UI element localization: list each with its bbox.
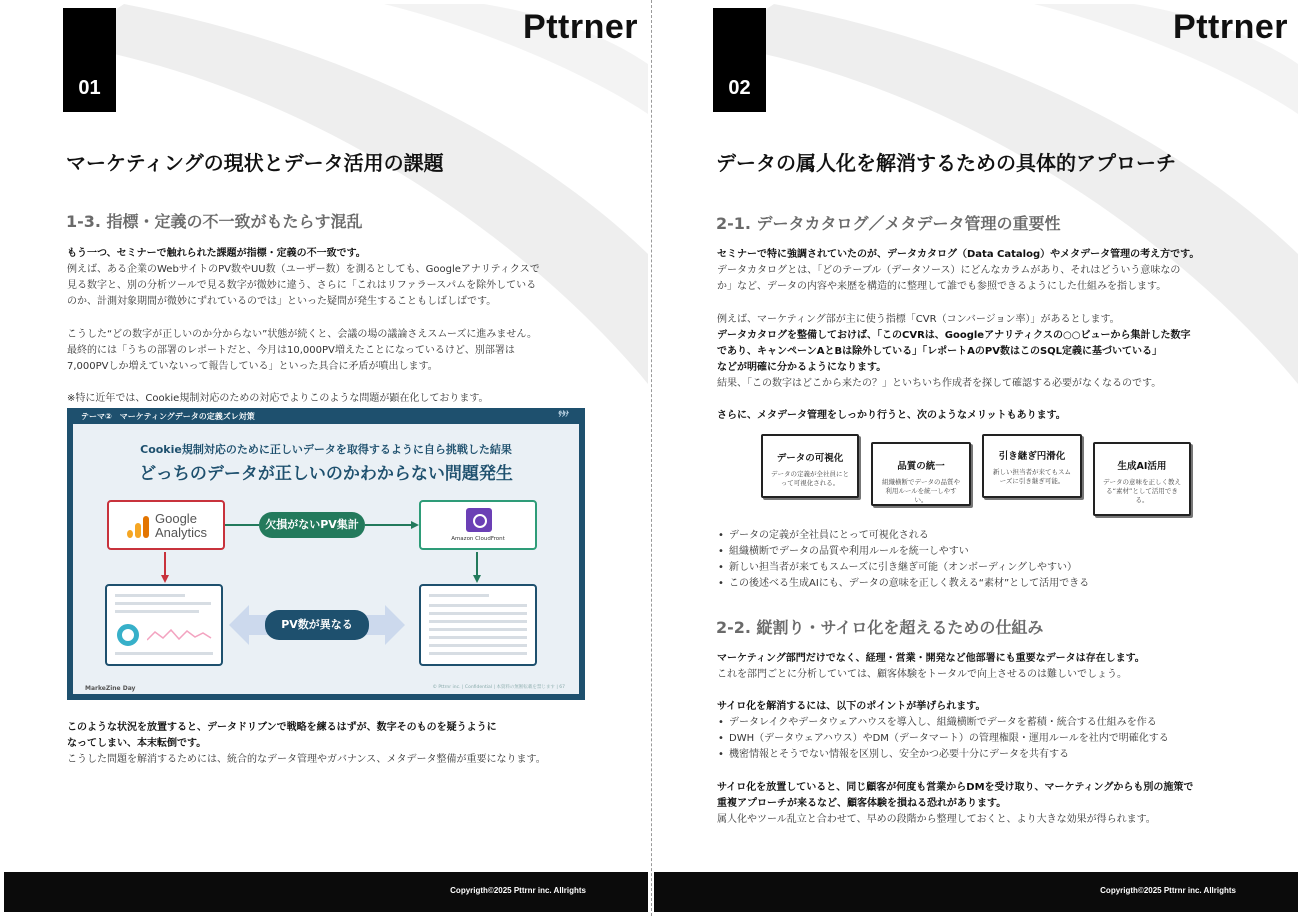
embedded-slide-image xyxy=(67,408,585,700)
list-item: • DWH（データウェアハウス）やDM（データマート）の管理権限・運用ルールを社内で明確化する xyxy=(717,731,1169,747)
paragraph-3: マーケティング部門だけでなく、経理・営業・開発など他部署にも重要なデータは存在します。 これを部門ごとに分析していては、顧客体験をトータルで向上させるのは難しいでしょう。 xyxy=(717,653,1145,680)
google-analytics-icon xyxy=(127,516,149,538)
list-item: • 機密情報とそうでない情報を区別し、安全かつ必要十分にデータを共有する xyxy=(717,747,1169,763)
paragraph-3: このような状況を放置すると、データドリブンで戦略を練るはずが、数字そのものを疑うように なってしまい、本末転倒です。 こうした問題を解消するためには、統合的なデータ管理やガバナンス、メタデータ整備が重要になります。 xyxy=(67,722,546,765)
section-heading-2-1: 2-1. データカタログ／メタデータ管理の重要性 xyxy=(716,214,1061,233)
section-heading-2-2: 2-2. 縦割り・サイロ化を超えるための仕組み xyxy=(716,618,1044,637)
list-item: • この後述べる生成AIにも、データの意味を正しく教える“素材”として活用できる xyxy=(717,576,1089,592)
slide-footer-brand: MarkeZine Day xyxy=(85,685,136,692)
copyright-text: Copyrigth©2025 Pttrnr inc. Allrights xyxy=(450,886,586,895)
paragraph-2: こうした“どの数字が正しいのか分からない”状態が続くと、会議の場の議論さえスムーズに進みません。 最終的には「うちの部署のレポートだと、今月は10,000PV増えたことになっているけど、別部署は 7,000PVしか増えていないって報告している」といった具合に矛盾が噴出します。 xyxy=(67,329,537,372)
list-item: • データレイクやデータウェアハウスを導入し、組織横断でデータを蓄積・統合する仕組みを作る xyxy=(717,715,1169,731)
pttrner-logo: Pttrner xyxy=(1173,8,1288,46)
paragraph-2: 例えば、マーケティング部が主に使う指標「CVR（コンバージョン率）」があるとします。 データカタログを整備しておけば、「このCVRは、Googleアナリティクスの○○ビューから集計した数字 であり、キャンペーンAとBは除外している」「レポートAのPV数はこのSQL定義に基づいている」 などが明確に分かるようになります。 結果、「この数字はどこから来たの？」といちいち作成者を探して確認する必要がなくなるのです。 xyxy=(717,314,1191,389)
slide-pill-pv-mismatch: PV数が異なる xyxy=(265,610,369,640)
list-item: • 新しい担当者が来てもスムーズに引き継ぎ可能（オンボーディングしやすい） xyxy=(717,560,1089,576)
slide-title-bar: テーマ② マーケティングデータの定義ズレ対策 ｻﾀﾅ xyxy=(73,408,579,424)
slide-headline: どっちのデータが正しいのかわからない問題発生 xyxy=(139,464,513,484)
page-number-badge: 01 xyxy=(63,8,116,112)
benefit-card-handover: 引き継ぎ円滑化 新しい担当者が来てもスムーズに引き継ぎ可能。 xyxy=(982,434,1082,498)
pttrner-logo: Pttrner xyxy=(523,8,638,46)
sparkline-icon xyxy=(147,626,217,646)
background-swoosh xyxy=(654,4,1298,912)
benefit-card-generative-ai: 生成AI活用 データの意味を正しく教える“素材”として活用できる。 xyxy=(1093,442,1191,516)
page-1 xyxy=(4,4,648,912)
paragraph-5: サイロ化を放置していると、同じ顧客が何度も営業からDMを受け取り、マーケティングからも別の施策で 重複アプローチが来るなど、顧客体験を損ねる恐れがあります。 属人化やツール乱立と合わせて、早めの段階から整理しておくと、より大きな効果が得られます。 xyxy=(717,782,1194,825)
benefits-list xyxy=(717,528,1089,592)
page-footer xyxy=(4,872,648,912)
list-item: • データの定義が全社員にとって可視化される xyxy=(717,528,1089,544)
page-title: マーケティングの現状とデータ活用の課題 xyxy=(66,151,444,175)
copyright-text: Copyrigth©2025 Pttrnr inc. Allrights xyxy=(1100,886,1236,895)
page-footer xyxy=(654,872,1298,912)
slide-footer-note: © Pttrnr inc. | Confidential | 本資料の無断転載を禁じます | 67 xyxy=(432,685,565,690)
cloudfront-report-screenshot xyxy=(419,584,537,666)
analytics-report-screenshot xyxy=(105,584,223,666)
paragraph-1: もう一つ、セミナーで触れられた課題が指標・定義の不一致です。 例えば、ある企業のWebサイトのPV数やUU数（ユーザー数）を測るとしても、Googleアナリティクスで 見る数字と、別の分析ツールで見る数字が微妙に違う、さらに「これはリファラースパムを除外している のか、計測対象期間が微妙にずれているのでは」といった疑問が発生することもしばしばです。 xyxy=(67,248,540,307)
page-2 xyxy=(654,4,1298,912)
amazon-cloudfront-box: Amazon CloudFront xyxy=(419,500,537,550)
section-heading: 1-3. 指標・定義の不一致がもたらす混乱 xyxy=(66,212,363,231)
list-item: • 組織横断でデータの品質や利用ルールを統一しやすい xyxy=(717,544,1089,560)
donut-chart-icon xyxy=(117,624,139,646)
note-text: ※特に近年では、Cookie規制対応のための対応でよりこのような問題が顕在化しております。 xyxy=(67,393,489,404)
slide-brand-logo: ｻﾀﾅ xyxy=(558,410,569,418)
benefits-intro: さらに、メタデータ管理をしっかり行うと、次のようなメリットもあります。 xyxy=(717,410,1066,421)
cloudfront-icon xyxy=(466,508,492,532)
silo-points: サイロ化を解消するには、以下のポイントが挙げられます。 • データレイクやデータウェアハウスを導入し、組織横断でデータを蓄積・統合する仕組みを作る • DWH（データウェアハウス）やDM（データマート）の管理権限・運用ルールを社内で明確化する • 機密情報とそうでない情報を区別し、安全かつ必要十分にデータを共有する xyxy=(717,699,1169,763)
slide-subtitle: Cookie規制対応のために正しいデータを取得するように自ら挑戦した結果 xyxy=(140,443,512,456)
slide-pill-complete-pv: 欠損がないPV集計 xyxy=(259,512,365,538)
paragraph-1: セミナーで特に強調されていたのが、データカタログ（Data Catalog）やメタデータ管理の考え方です。 データカタログとは、「どのテーブル（データソース）にどんなカラムがあり、それはどういう意味なの か」など、データの内容や来歴を構造的に整理して誰でも参照できるようにした仕組みを指します。 xyxy=(717,249,1200,292)
page-divider xyxy=(651,0,652,916)
google-analytics-box: Google Analytics xyxy=(107,500,225,550)
page-number-badge: 02 xyxy=(713,8,766,112)
page-title: データの属人化を解消するための具体的アプローチ xyxy=(716,151,1176,175)
benefit-card-visualization: データの可視化 データの定義が全社員にとって可視化される。 xyxy=(761,434,859,498)
benefit-card-quality: 品質の統一 組織横断でデータの品質や利用ルールを統一しやすい。 xyxy=(871,442,971,506)
